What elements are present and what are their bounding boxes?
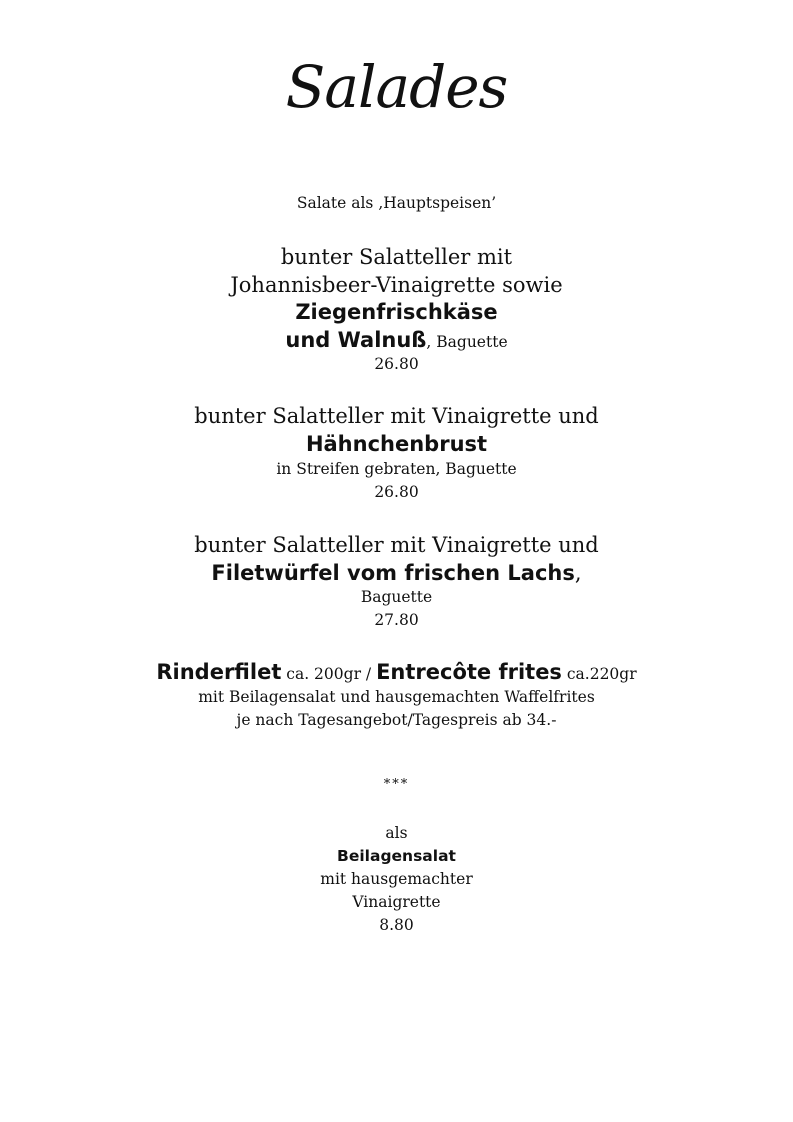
item-description: bunter Salatteller mit bbox=[280, 245, 513, 269]
item-description: bunter Salatteller mit Vinaigrette und bbox=[194, 404, 599, 428]
item-price: 8.80 bbox=[379, 916, 414, 934]
separator: *** bbox=[383, 777, 410, 792]
item-price: 27.80 bbox=[374, 611, 419, 629]
item-description: in Streifen gebraten, Baguette bbox=[276, 460, 517, 478]
item-highlight: und Walnuß, Baguette bbox=[285, 328, 508, 352]
item-highlight: Hähnchenbrust bbox=[305, 432, 488, 456]
item-description: Johannisbeer-Vinaigrette sowie bbox=[230, 273, 563, 297]
item-description: mit Beilagensalat und hausgemachten Waffelfrites bbox=[198, 688, 595, 706]
item-description: als bbox=[385, 824, 408, 842]
item-highlight: Ziegenfrischkäse bbox=[295, 300, 498, 324]
subtitle: Salate als ‚Hauptspeisen’ bbox=[296, 194, 497, 212]
item-description: mit hausgemachter bbox=[320, 870, 473, 888]
item-highlight: Rinderfilet ca. 200gr / Entrecôte frites ca.220gr bbox=[156, 660, 637, 684]
item-description: Vinaigrette bbox=[352, 893, 441, 911]
item-description: Baguette bbox=[360, 588, 433, 606]
item-description: bunter Salatteller mit Vinaigrette und bbox=[194, 533, 599, 557]
item-price: 26.80 bbox=[374, 355, 419, 373]
item-highlight: Filetwürfel vom frischen Lachs, bbox=[211, 561, 582, 585]
item-highlight: Beilagensalat bbox=[337, 847, 456, 865]
page-title: Salades bbox=[285, 53, 508, 121]
item-price: 26.80 bbox=[374, 483, 419, 501]
item-price-note: je nach Tagesangebot/Tagespreis ab 34.- bbox=[236, 711, 557, 729]
item-side: , Baguette bbox=[426, 333, 508, 351]
